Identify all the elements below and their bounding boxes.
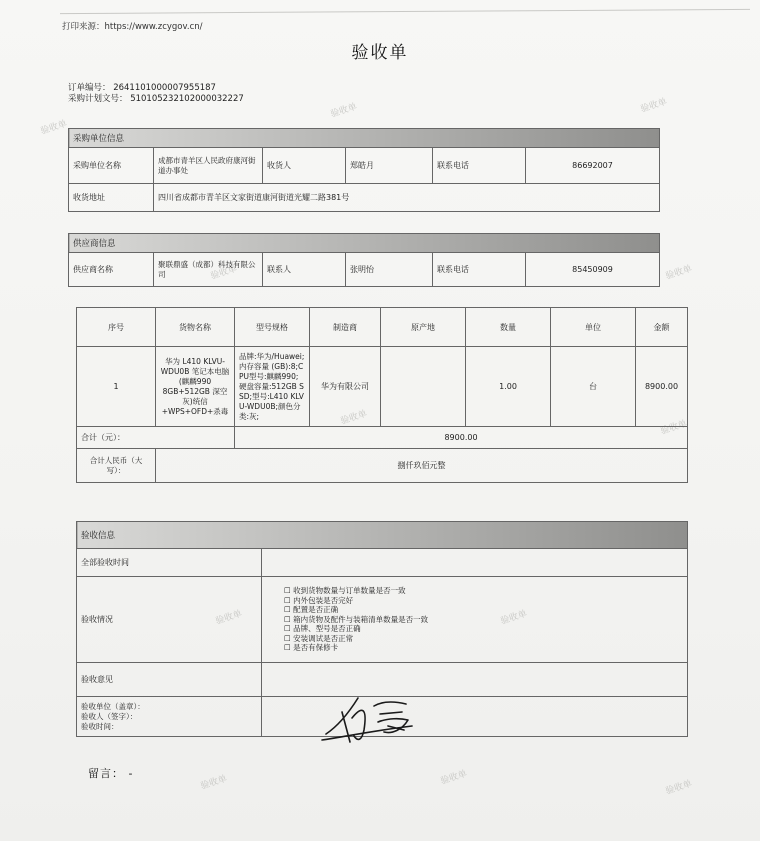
row-unit: 台	[551, 347, 636, 427]
watermark: 验收单	[439, 768, 469, 787]
supplier-name-label: 供应商名称	[69, 253, 154, 287]
watermark: 验收单	[639, 96, 669, 115]
purchaser-phone-label: 联系电话	[433, 148, 526, 184]
acceptance-section-title: 验收信息	[77, 522, 688, 549]
watermark: 验收单	[214, 608, 244, 627]
watermark: 验收单	[199, 773, 229, 792]
check-item: ☐ 收到货物数量与订单数量是否一致	[284, 586, 406, 596]
watermark: 验收单	[209, 263, 239, 282]
check-item: ☐ 配置是否正确	[284, 605, 339, 615]
col-header: 金额	[636, 308, 688, 347]
sign-labels	[77, 697, 262, 737]
watermark: 验收单	[329, 101, 359, 120]
purchaser-name-label: 采购单位名称	[69, 148, 154, 184]
check-item: ☐ 箱内货物及配件与装箱清单数量是否一致	[284, 614, 429, 624]
checklist	[262, 577, 688, 663]
goods-table	[76, 307, 688, 483]
supplier-phone-value: 85450909	[526, 253, 660, 287]
order-number: 订单编号： 2641101000007955187	[68, 83, 216, 93]
check-item: ☐ 是否有保修卡	[284, 643, 339, 653]
sign-person-label: 验收人（签字）：	[81, 711, 138, 721]
sign-time-label: 验收时间：	[81, 721, 119, 731]
time-label: 全部验收时间	[77, 549, 262, 577]
check-item: ☐ 安装调试是否正常	[284, 633, 354, 643]
handwritten-signature	[318, 690, 418, 746]
row-amount: 8900.00	[636, 347, 688, 427]
supplier-section-title: 供应商信息	[69, 234, 660, 253]
address-label: 收货地址	[69, 184, 154, 212]
document-title: 验收单	[351, 43, 409, 63]
col-header: 序号	[77, 308, 156, 347]
check-item: ☐ 内外包装是否完好	[284, 595, 354, 605]
print-source: 打印来源：https://www.zcygov.cn/	[62, 22, 203, 32]
col-header: 制造商	[310, 308, 381, 347]
contact-label: 联系人	[263, 253, 346, 287]
top-edge-line	[60, 9, 750, 14]
total-label: 合计（元）：	[77, 427, 235, 449]
address-value: 四川省成都市青羊区文家街道康河街道光耀二路381号	[154, 184, 660, 212]
receiver-label: 收货人	[263, 148, 346, 184]
receiver-value: 郑皓月	[346, 148, 433, 184]
col-header: 原产地	[381, 308, 466, 347]
watermark: 验收单	[499, 608, 529, 627]
supplier-phone-label: 联系电话	[433, 253, 526, 287]
purchaser-name-value: 成都市青羊区人民政府康河街道办事处	[154, 148, 263, 184]
col-header: 货物名称	[156, 308, 235, 347]
row-origin	[381, 347, 466, 427]
status-label: 验收情况	[77, 577, 262, 663]
watermark: 验收单	[664, 263, 694, 282]
row-qty: 1.00	[466, 347, 551, 427]
table-row	[77, 347, 688, 427]
sign-unit-label: 验收单位（盖章）：	[81, 701, 145, 711]
plan-number: 采购计划文号： 510105232102000032227	[68, 94, 244, 104]
opinion-label: 验收意见	[77, 663, 262, 697]
contact-value: 张明怡	[346, 253, 433, 287]
supplier-name-value: 聚联鼎盛（成都）科技有限公司	[154, 253, 263, 287]
message-note: 留言： -	[88, 767, 134, 780]
time-value	[262, 549, 688, 577]
check-item: ☐ 品牌、型号是否正确	[284, 624, 361, 634]
row-spec: 品牌:华为/Huawei;内存容量 (GB):8;CPU型号:麒麟990;硬盘容量:512GB SSD;型号:L410 KLVU-WDU0B;颜色分类:灰;	[235, 347, 310, 427]
purchaser-phone-value: 86692007	[526, 148, 660, 184]
watermark: 验收单	[659, 418, 689, 437]
row-name: 华为 L410 KLVU-WDU0B 笔记本电脑(麒麟990 8GB+512GB 深空灰)统信+WPS+OFD+杀毒	[156, 347, 235, 427]
total-cn-value: 捌仟玖佰元整	[156, 449, 688, 483]
goods-header-row	[77, 308, 688, 347]
supplier-table	[68, 233, 660, 287]
col-header: 单位	[551, 308, 636, 347]
purchaser-table	[68, 128, 660, 212]
watermark: 验收单	[339, 408, 369, 427]
row-no: 1	[77, 347, 156, 427]
col-header: 数量	[466, 308, 551, 347]
total-value: 8900.00	[235, 427, 688, 449]
col-header: 型号规格	[235, 308, 310, 347]
watermark: 验收单	[664, 778, 694, 797]
watermark: 验收单	[39, 118, 69, 137]
row-maker: 华为有限公司	[310, 347, 381, 427]
purchaser-section-title: 采购单位信息	[69, 129, 660, 148]
total-cn-label: 合计人民币（大写）：	[77, 449, 156, 483]
